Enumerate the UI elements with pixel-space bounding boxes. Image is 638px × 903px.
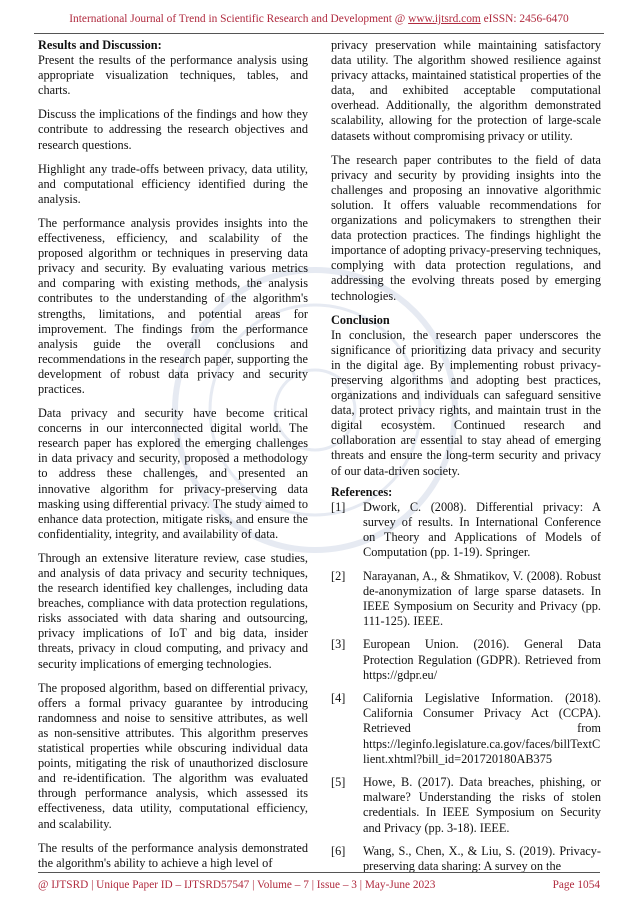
references-heading: References:: [331, 484, 393, 499]
paragraph: privacy preservation while maintaining satisfactory data utility. The algorithm showed resilience against privacy attacks, maintained statistical properties of the data, and exhibited acceptable computational overhead. Additionally, the algorithm demonstrated scalability, allowing for the protection of large-scale datasets without compromising privacy or utility.: [331, 38, 601, 143]
left-column: [38, 38, 308, 880]
reference-item: [331, 500, 601, 560]
reference-item: [331, 691, 601, 766]
reference-text: Wang, S., Chen, X., & Liu, S. (2019). Privacy-preserving data sharing: A survey on the: [363, 844, 601, 874]
paragraph: Present the results of the performance analysis using appropriate visualization techniques, tables, and charts.: [38, 53, 308, 98]
page-number: Page 1054: [552, 879, 600, 891]
right-column: [331, 38, 601, 883]
page-header: [0, 13, 638, 25]
journal-title: International Journal of Trend in Scientific Research and Development @: [69, 13, 409, 25]
results-heading: Results and Discussion:: [38, 38, 162, 52]
paragraph: The results of the performance analysis demonstrated the algorithm's ability to achieve a high level of: [38, 840, 308, 870]
paragraph: The research paper contributes to the field of data privacy and security by providing insights into the challenges and proposing an innovative algorithmic solution. It offers valuable recommendations for organizations and policymakers to strengthen their data protection practices. The findings highlight the importance of adopting privacy-preserving techniques, complying with data protection regulations, and addressing the evolving threats posed by emerging technologies.: [331, 152, 601, 303]
paragraph: Discuss the implications of the findings and how they contribute to addressing the research objectives and research questions.: [38, 107, 308, 152]
reference-number: [1]: [331, 499, 346, 514]
journal-issn: eISSN: 2456-6470: [480, 13, 569, 25]
reference-item: [331, 637, 601, 682]
reference-text: Howe, B. (2017). Data breaches, phishing, or malware? Understanding the risks of stolen credentials. In IEEE Symposium on Security and Privacy (pp. 3-18). IEEE.: [363, 775, 601, 835]
reference-item: [331, 844, 601, 874]
reference-text: Narayanan, A., & Shmatikov, V. (2008). Robust de-anonymization of large sparse datasets. In IEEE Symposium on Security and Privacy (pp. 111-125). IEEE.: [363, 568, 601, 628]
reference-item: [331, 569, 601, 629]
paragraph: The performance analysis provides insights into the effectiveness, efficiency, and scalability of the proposed algorithm or techniques in preserving data privacy and security. By evaluating various metrics and comparing with existing methods, the analysis contributes to the understanding of the algorithm's strengths, limitations, and potential areas for improvement. The findings from the performance analysis guide the overall conclusions and recommendations in the research paper, supporting the development of robust data privacy and security practices.: [38, 215, 308, 396]
reference-number: [2]: [331, 568, 346, 583]
reference-number: [4]: [331, 691, 346, 706]
paragraph: Through an extensive literature review, case studies, and analysis of data privacy and security techniques, the research identified key challenges, including data breaches, compliance with data protection regulations, risks associated with data sharing and outsourcing, privacy implications of IoT and big data, insider threats, privacy in cloud computing, and privacy and security implications of emerging technologies.: [38, 550, 308, 671]
reference-number: [5]: [331, 775, 346, 790]
reference-item: [331, 775, 601, 835]
conclusion-heading: Conclusion: [331, 312, 390, 327]
reference-text: California Legislative Information. (2018). California Consumer Privacy Act (CCPA). Retrieved from https://leginfo.legislature.ca.gov/faces/billTextClient.xhtml?bill_id=201720180AB375: [363, 691, 601, 766]
reference-number: [6]: [331, 844, 346, 859]
paragraph: Data privacy and security have become critical concerns in our interconnected digital world. The research paper has explored the emerging challenges in data privacy and security, proposed a methodology to address these challenges, and presented an innovative algorithm for privacy-preserving data masking using differential privacy. The study aimed to enhance data protection, mitigate risks, and ensure the confidentiality, integrity, and availability of data.: [38, 406, 308, 541]
paragraph: Highlight any trade-offs between privacy, data utility, and computational efficiency identified during the analysis.: [38, 161, 308, 206]
header-rule: [34, 33, 604, 34]
reference-number: [3]: [331, 637, 346, 652]
paragraph: In conclusion, the research paper underscores the significance of prioritizing data privacy and security in the digital age. By implementing robust privacy-preserving algorithms and adopting best practices, organizations and individuals can safeguard sensitive data, protect privacy rights, and maintain trust in the digital ecosystem. Continued research and collaboration are essential to stay ahead of emerging threats and ensure the long-term security and privacy of our data-driven society.: [331, 327, 601, 478]
journal-link[interactable]: www.ijtsrd.com: [408, 13, 481, 25]
page-footer: [38, 872, 600, 891]
references-list: [331, 500, 601, 875]
paragraph: The proposed algorithm, based on differential privacy, offers a formal privacy guarantee by introducing randomness and noise to sensitive attributes, as well as non-sensitive attributes. This algorithm preserves statistical properties while obscuring individual data points, mitigating the risk of unauthorized disclosure and re-identification. The algorithm was evaluated through performance analysis, which assessed its effectiveness, data utility, computational efficiency, and scalability.: [38, 680, 308, 831]
reference-text: Dwork, C. (2008). Differential privacy: A survey of results. In International Conference on Theory and Applications of Models of Computation (pp. 1-19). Springer.: [363, 499, 601, 559]
footer-paper-info: @ IJTSRD | Unique Paper ID – IJTSRD57547 | Volume – 7 | Issue – 3 | May-June 2023: [38, 879, 436, 891]
reference-text: European Union. (2016). General Data Protection Regulation (GDPR). Retrieved from https://gdpr.eu/: [363, 637, 601, 682]
